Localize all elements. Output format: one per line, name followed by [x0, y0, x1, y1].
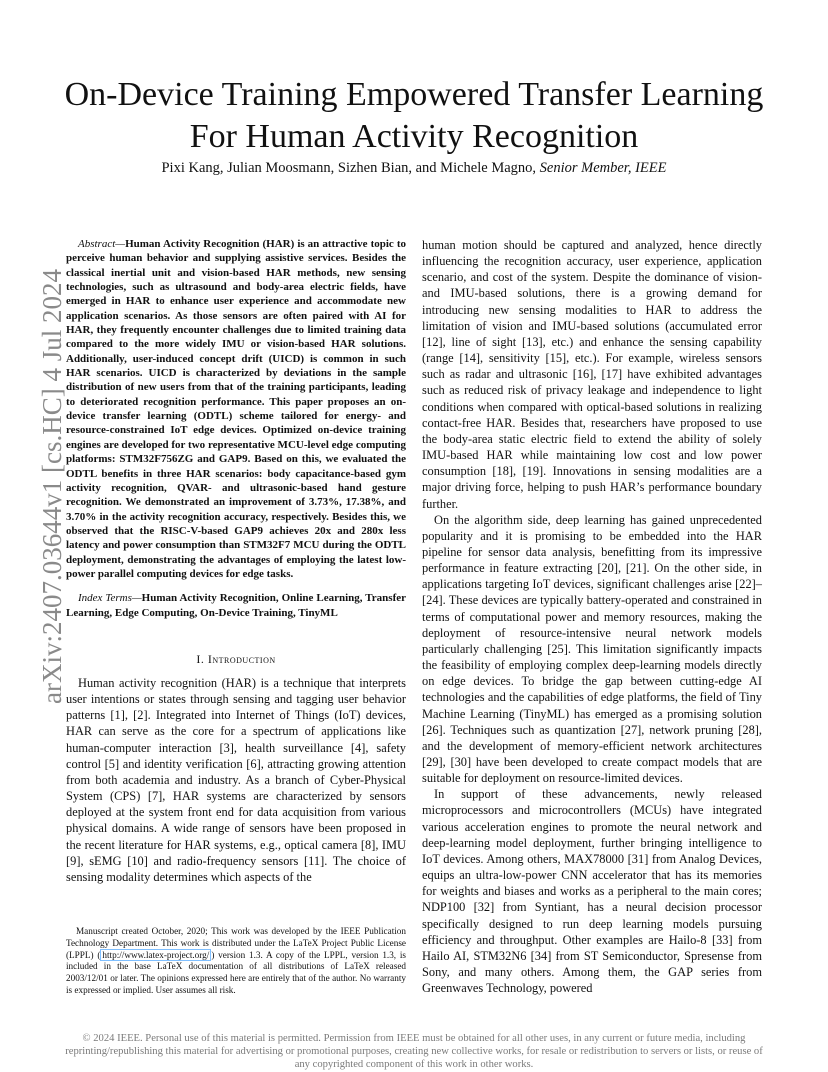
intro-paragraph-3: In support of these advancements, newly released microprocessors and microcontrollers (MCUs) have integrated various acceleration engines to promote the neural network and deep-learning model deployment, further bringing intelligence to IoT devices. Among others, MAX78000 [31] from Analog Devices, equips an ultra-low-power CNN accelerator that has its memories for weights and biases and works as a peripheral to the main cores; NDP100 [32] from Syntiant, has a neural decision processor specifically designed to run deep learning models pursuing efficiency and throughput. Other examples are Hailo-8 [33] from Hailo AI, STM32N6 [34] from ST Semiconductor, Spresense from Sony, and many others. Among them, the GAP series from Greenwaves Technology, powered	[422, 787, 762, 996]
section-title: Introduction	[207, 651, 276, 666]
abstract-label: Abstract—	[78, 238, 126, 250]
section-heading-introduction	[66, 652, 406, 667]
section-number: I.	[196, 651, 205, 666]
left-column	[66, 237, 406, 885]
abstract-text: Human Activity Recognition (HAR) is an attractive topic to perceive human behavior and supplying assistive services. Besides the classical inertial unit and vision-based HAR methods, new sensing technologies, such as ultrasound and body-area electric fields, have emerged in HAR to enhance user experience and accommodate new application scenarios. As those sensors are often paired with AI for HAR, they frequently encounter challenges due to limited training data compared to the more widely IMU or vision-based HAR solutions. Additionally, user-induced concept drift (UICD) is common in such HAR scenarios. UICD is characterized by deviations in the sample distribution of new users from that of the training participants, leading to deteriorated recognition performance. This paper proposes an on-device transfer learning (ODTL) scheme tailored for energy- and resource-constrained IoT edge devices. Optimized on-device training engines are developed for two representative MCU-level edge computing platforms: STM32F756ZG and GAP9. Based on this, we evaluated the ODTL benefits in three HAR scenarios: body capacitance-based gym activity recognition, QVAR- and ultrasonic-based hand gesture recognition. We demonstrated an improvement of 3.73%, 17.38%, and 3.70% in the activity recognition accuracy, respectively. Besides this, we observed that the RISC-V-based GAP9 achieves 20x and 280x less latency and power consumption than STM32F7 MCU during the ODTL deployment, demonstrating the advantages of employing the latest low-power parallel computing devices for edge tasks.	[66, 238, 406, 580]
footnote-text-b: ) version 1.3. A copy of the LPPL, version 1.3, is included in the base LaTeX documentation of all distributions of LaTeX released 2003/12/01 or later. The opinions expressed here are entirely that of the author. No warranty is expressed or implied. User assumes all risk.	[66, 949, 406, 995]
right-column	[422, 237, 762, 996]
index-terms	[66, 591, 406, 620]
author-list	[60, 158, 768, 178]
copyright-notice: © 2024 IEEE. Personal use of this material is permitted. Permission from IEEE must be obtained for all other uses, in any current or future media, including reprinting/republishing this material for advertising or promotional purposes, creating new collective works, for resale or redistribution to servers or lists, or reuse of any copyrighted component of this work in other works.	[65, 1033, 763, 1070]
intro-paragraph-2: On the algorithm side, deep learning has gained unprecedented popularity and it is promising to be embedded into the HAR pipeline for sensor data analysis, benefitting from its impressive performance in feature extracting [20], [21]. On the other side, in applications targeting IoT devices, significant challenges arise [22]–[24]. These devices are typically battery-operated and constrained in terms of computational power and memory resources, making the deployment of resource-intensive neural network models particularly challenging [25]. This limitation significantly impacts the feasibility of employing complex deep-learning models directly on edge devices. To bridge the gap between cutting-edge AI technologies and the capabilities of edge platforms, the field of Tiny Machine Learning (TinyML) has emerged as a promising solution [26]. Techniques such as quantization [27], network pruning [28], and the development of memory-efficient network architectures [29], [30] have been developed to create compact models that are suitable for deployment on resource-limited devices.	[422, 512, 762, 786]
author-names: Pixi Kang, Julian Moosmann, Sizhen Bian, and Michele Magno,	[161, 160, 537, 176]
paper-title: On-Device Training Empowered Transfer Learning For Human Activity Recognition	[64, 76, 764, 155]
intro-paragraph-1: Human activity recognition (HAR) is a technique that interprets user intentions or states through sensing and tagging user behavior patterns [1], [2]. Integrated into Internet of Things (IoT) devices, HAR can serve as the core for a spectrum of applications like human-computer interaction [3], health surveillance [4], safety control [5] and identity verification [6], attracting growing attention from both academia and industry. As a branch of Cyber-Physical System (CPS) [7], HAR systems are characterized by sensors deployed at the system front end for data acquisition from various physical domains. A wide range of sensors have been proposed in the recent literature for HAR systems, e.g., optical camera [8], IMU [9], sEMG [10] and radio-frequency sensors [11]. The choice of sensing modality determines which aspects of the	[66, 675, 406, 884]
footnote-link[interactable]: http://www.latex-project.org/	[102, 949, 210, 960]
index-terms-label: Index Terms—	[78, 592, 142, 605]
footnote-text-a: Manuscript created October, 2020; This work was developed by the IEEE Publication Technology Department. This work is distributed under the LaTeX Project Public License (LPPL) (	[66, 926, 406, 960]
index-terms-text: Human Activity Recognition, Online Learning, Transfer Learning, Edge Computing, On-Device Training, TinyML	[66, 592, 406, 619]
footnote	[66, 926, 406, 997]
abstract	[66, 237, 406, 581]
intro-paragraph-1-continued: human motion should be captured and analyzed, hence directly influencing the recognition accuracy, user experience, application scenario, and cost of the system. Despite the dominance of vision- and IMU-based solutions, there is a growing demand for introducing new sensing modalities to HAR to address the limitation of vision and IMU-based solutions (accumulated error [12], line of sight [13], etc.) and enhance the sensing capability (range [14], sensitivity [15], etc.). For example, wireless sensors such as radar and ultrasonic [16], [17] have exhibited advantages such as reduced risk of privacy leakage and independence to light conditions when compared with optical-based solutions in realizing contact-free HAR. Besides that, researchers have proposed to use the body-area static electric field to extend the ability of solely IMU-based HAR while maintaining low cost and low power consumption [18], [19]. Innovations in sensing modalities are a major driving force, helping to push HAR’s performance boundary further.	[422, 238, 762, 511]
author-role: Senior Member, IEEE	[539, 160, 667, 176]
arxiv-identifier: arXiv:2407.03644v1 [cs.HC] 4 Jul 2024	[37, 269, 67, 704]
